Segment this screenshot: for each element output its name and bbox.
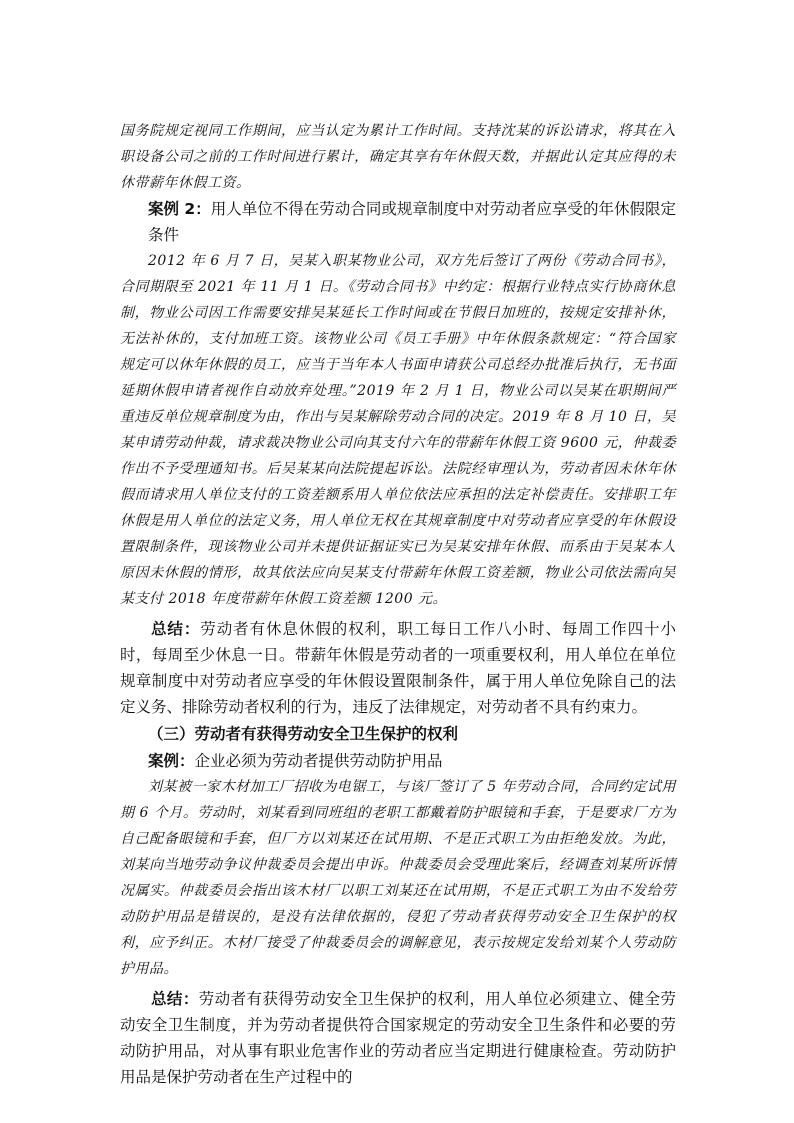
- case2-title: 用人单位不得在劳动合同或规章制度中对劳动者应享受的年休假限定条件: [148, 200, 676, 244]
- case3-body: 刘某被一家木材加工厂招收为电锯工，与该厂签订了 5 年劳动合同，合同约定试用期 6 个月。劳动时，刘某看到同班组的老职工都戴着防护眼镜和手套，于是要求厂方为自己配备眼镜和手套，但厂方以刘某还在试用期、不是正式职工为由拒绝发放。为此，刘某向当地劳动争议仲裁委员会提出申诉。仲裁委员会受理此案后，经调查刘某所诉情况属实。仲裁委员会指出该木材厂以职工刘某还在试用期，不是正式职工为由不发给劳动防护用品是错误的，是没有法律依据的，侵犯了劳动者获得劳动安全卫生保护的权利，应予纠正。木材厂接受了仲裁委员会的调解意见，表示按规定发给刘某个人劳动防护用品。: [120, 779, 676, 977]
- case3-heading: [120, 748, 676, 774]
- summary1-paragraph: [120, 616, 676, 720]
- summary1-text: 劳动者有休息休假的权利，职工每日工作八小时、每周工作四十小时，每周至少休息一日。带薪年休假是劳动者的一项重要权利，用人单位在单位规章制度中对劳动者应享受的年休假设置限制条件，属于用人单位免除自己的法定义务、排除劳动者权利的行为，违反了法律规定，对劳动者不具有约束力。: [120, 620, 676, 716]
- summary2-label: 总结：: [151, 990, 199, 1008]
- case3-label: 案例：: [148, 752, 195, 770]
- summary2-text: 劳动者有获得劳动安全卫生保护的权利，用人单位必须建立、健全劳动安全卫生制度，并为劳动者提供符合国家规定的劳动安全卫生条件和必要的劳动防护用品，对从事有职业危害作业的劳动者应当定期进行健康检查。劳动防护用品是保护劳动者在生产过程中的: [120, 990, 676, 1086]
- case2-label: 案例 2：: [148, 200, 211, 218]
- paragraph-continuation: 国务院规定视同工作期间，应当认定为累计工作时间。支持沈某的诉讼请求，将其在入职设备公司之前的工作时间进行累计，确定其享有年休假天数，并据此认定其应得的未休带薪年休假工资。: [120, 123, 676, 191]
- case2-heading: [120, 196, 676, 248]
- section3-heading: （三）劳动者有获得劳动安全卫生保护的权利: [148, 725, 459, 743]
- page-content: [120, 118, 676, 1090]
- summary2-paragraph: [120, 986, 676, 1090]
- summary1-label: 总结：: [151, 620, 201, 638]
- case3-title: 企业必须为劳动者提供劳动防护用品: [194, 752, 443, 770]
- case2-body: 2012 年 6 月 7 日，吴某入职某物业公司，双方先后签订了两份《劳动合同书》，合同期限至 2021 年 11 月 1 日。《劳动合同书》中约定：根据行业特点实行协商休息制，物业公司因工作需要安排吴某延长工作时间或在节假日加班的，按规定安排补休，无法补休的，支付加班工资。该物业公司《员工手册》中年休假条款规定：“符合国家规定可以休年休假的员工，应当于当年本人书面申请获公司总经办批准后执行，无书面延期休假申请者视作自动放弃处理。”2019 年 2 月 1 日，物业公司以吴某在职期间严重违反单位规章制度为由，作出与吴某解除劳动合同的决定。2019 年 8 月 10 日，吴某申请劳动仲裁，请求裁决物业公司向其支付六年的带薪年休假工资 9600 元，仲裁委作出不予受理通知书。后吴某某向法院提起诉讼。法院经审理认为，劳动者因未休年休假而请求用人单位支付的工资差额系用人单位依法应承担的法定补偿责任。安排职工年休假是用人单位的法定义务，用人单位无权在其规章制度中对劳动者应享受的年休假设置限制条件，现该物业公司并未提供证据证实已为吴某安排年休假、而系由于吴某本人原因未休假的情形，故其依法应向吴某支付带薪年休假工资差额，物业公司依法需向吴某支付 2018 年度带薪年休假工资差额 1200 元。: [120, 253, 676, 607]
